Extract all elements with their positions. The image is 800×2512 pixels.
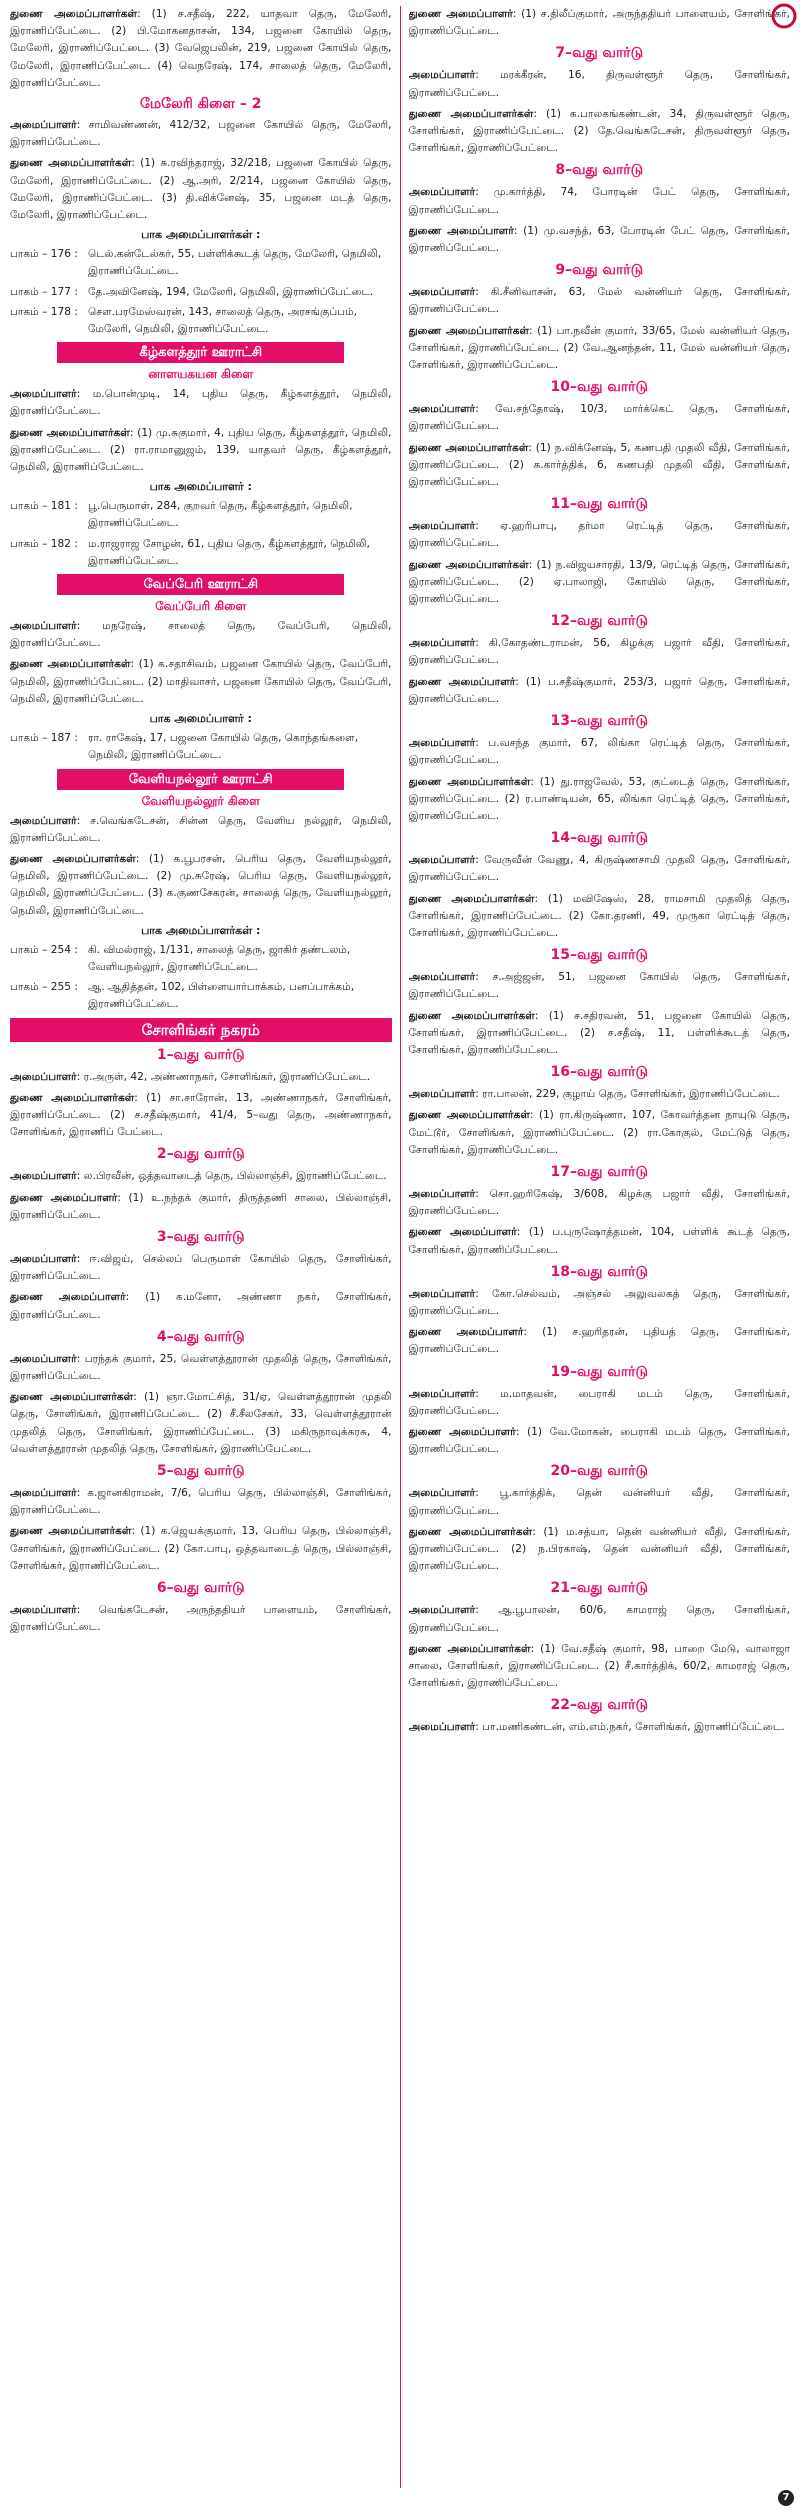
ward-title: 19–வது வார்டு: [550, 1363, 648, 1380]
meleri2-deputies: துணை அமைப்பாளர்கள்: (1) சு.ரவிந்தராஜ், 32/218, பஜனை கோயில் தெரு, மேலேரி, இராணிப்பேட்டை. (2) ஆ.அரி, 2/214, பஜனை கோயில் தெரு, மேலேரி, இராணிப்பேட்டை. (3) தி.விக்னேஷ், 35, பஜனை மடத் தெரு, மேலேரி, இராணிப்பேட்டை.: [10, 157, 392, 222]
nagaram-banner: சோளிங்கர் நகரம்: [10, 1018, 392, 1042]
ward-title: 17–வது வார்டு: [550, 1163, 648, 1180]
ward-organiser: அமைப்பாளர்: கி.சீனிவாசன், 63, மேல் வன்னியர் தெரு, சோளிங்கர், இராணிப்பேட்டை.: [408, 286, 790, 316]
ward-title: 12–வது வார்டு: [550, 613, 648, 630]
ward-organiser: அமைப்பாளர்: ப.வசந்த குமார், 67, லிங்கா ரெட்டித் தெரு, சோளிங்கர், இராணிப்பேட்டை.: [408, 737, 790, 767]
ward-deputies: துணை அமைப்பாளர்: (1) உ.நந்தக் குமார், திருத்தணி சாலை, பில்லாஞ்சி, இராணிப்பேட்டை.: [10, 1191, 392, 1221]
meleri2-organiser: அமைப்பாளர்: சாமிவண்ணன், 412/32, பஜனை கோயில் தெரு, மேலேரி, இராணிப்பேட்டை.: [10, 119, 392, 149]
booth-row: பாகம் – 254 : கி. விமல்ராஜ், 1/131, சாலைத் தெரு, ஜாகிர் தண்டலம், வேளியநல்லூர், இராணிப்பேட்டை.: [10, 943, 351, 973]
corner-logo-icon: [770, 2, 798, 30]
ward-title: 14–வது வார்டு: [550, 830, 648, 847]
meleri2-title: மேலேரி கிளை – 2: [139, 96, 262, 113]
ward-organiser: அமைப்பாளர்: ஆ.பூபாலன், 60/6, காமராஜ் தெரு, சோளிங்கர், இராணிப்பேட்டை.: [408, 1604, 790, 1634]
ward-deputies: துணை அமைப்பாளர்கள்: (1) மவிஷேஸ், 28, ராமசாமி முதலித் தெரு, சோளிங்கர், இராணிப்பேட்டை. (2) கோ.தரணி, 49, முருகா ரெட்டித் தெரு, சோளிங்கர், இராணிப்பேட்டை.: [408, 892, 790, 939]
ward-title: 22–வது வார்டு: [550, 1697, 648, 1714]
ward-deputies: துணை அமைப்பாளர்: (1) மு.வசந்த், 63, போரடின் பேட் தெரு, சோளிங்கர், இராணிப்பேட்டை.: [408, 224, 790, 255]
ward-deputies: துணை அமைப்பாளர்கள்: (1) வே.சதீஷ் குமார், 98, பாறை மேடு, வாலாஜா சாலை, சோளிங்கர், இராணிப்பேட்டை. (2) சீ.கார்த்திக், 60/2, காமராஜ் தெரு, சோளிங்கர், இராணிப்பேட்டை.: [408, 1642, 790, 1690]
ward-deputies: துணை அமைப்பாளர்கள்: (1) ந.விஜயசாரதி, 13/9, ரெட்டித் தெரு, சோளிங்கர், இராணிப்பேட்டை. (2) ஏ.பாலாஜி, கோயில் தெரு, சோளிங்கர், இராணிப்பேட்டை.: [408, 558, 790, 606]
ward-organiser: அமைப்பாளர்: மு.கார்த்தி, 74, போரடின் பேட் தெரு, சோளிங்கர், இராணிப்பேட்டை.: [408, 186, 790, 216]
veli-organiser: அமைப்பாளர்: ச.வெங்கடேசன், சின்ன தெரு, வேளிய நல்லூர், நெமிலி, இராணிப்பேட்டை.: [10, 814, 392, 844]
ward-title: 5–வது வார்டு: [156, 1462, 245, 1479]
ward-title: 16–வது வார்டு: [550, 1064, 648, 1081]
ward-title: 1–வது வார்டு: [156, 1046, 245, 1063]
ward-organiser: அமைப்பாளர்: ம.மாதவன், பைராகி மடம் தெரு, சோளிங்கர், இராணிப்பேட்டை.: [408, 1387, 790, 1417]
ward-deputies: துணை அமைப்பாளர்கள்: (1) ந.விக்னேஷ், 5, கணபதி முதலி வீதி, சோளிங்கர், இராணிப்பேட்டை. (2) க.கார்த்திக், 6, கணபதி முதலி வீதி, சோளிங்கர், இராணிப்பேட்டை.: [408, 441, 790, 489]
ward-deputies: துணை அமைப்பாளர்: (1) வே.மோகன், பைராகி மடம் தெரு, சோளிங்கர், இராணிப்பேட்டை.: [408, 1425, 790, 1456]
ward-title: 11–வது வார்டு: [550, 496, 648, 513]
keezh-banner: கீழ்களத்தூர் ஊராட்சி: [57, 342, 344, 363]
ward-deputies: துணை அமைப்பாளர்கள்: (1) ரா.கிருஷ்ணா, 107, கோவர்த்தன நாயுடு தெரு, மேட்டூர், சோளிங்கர், இராணிப்பேட்டை. (2) ரா.கோகுல், மேட்டுத் தெரு, சோளிங்கர், இராணிப்பேட்டை.: [408, 1109, 790, 1156]
ward-deputies: துணை அமைப்பாளர்கள்: (1) ம.சத்யா, தென் வன்னியர் வீதி, சோளிங்கர், இராணிப்பேட்டை. (2) ந.பிரகாஷ், தென் வன்னியர் வீதி, சோளிங்கர், இராணிப்பேட்டை.: [408, 1525, 790, 1573]
veppery-banner: வேப்பேரி ஊராட்சி: [57, 574, 344, 595]
ward-organiser: அமைப்பாளர்: வே.சந்தோஷ், 10/3, மார்க்கெட் தெரு, சோளிங்கர், இராணிப்பேட்டை.: [408, 403, 790, 433]
ward-deputies: துணை அமைப்பாளர்: (1) ப.சதீஷ்குமார், 253/3, பஜார் தெரு, சோளிங்கர், இராணிப்பேட்டை.: [408, 675, 790, 705]
ward-title: 9–வது வார்டு: [555, 262, 644, 279]
ward-deputies: துணை அமைப்பாளர்கள்: (1) ஞா.மோட்சித், 31/ஏ, வெள்ளத்தூரான் முதலி தெரு, சோளிங்கர், இராணிப்பேட்டை. (2) சீ.சீலசேகர், 33, வெள்ளத்தூரான் முதலித் தெரு, சோளிங்கர், இராணிப்பேட்டை. (3) மகிருநாவுக்கரசு, 4, வெள்ளத்தூரான் முதலித் தெரு, சோளிங்கர், இராணிப்பேட்டை.: [10, 1391, 392, 1455]
ward-deputies: துணை அமைப்பாளர்கள்: (1) க.பாலகங்கண்டன், 34, திருவள்ளூர் தெரு, சோளிங்கர், இராணிப்பேட்டை. (2) தே.வெங்கடேசன், திருவள்ளூர் தெரு, சோளிங்கர், இராணிப்பேட்டை.: [408, 107, 790, 155]
ward-organiser: அமைப்பாளர்: பரந்தக் குமார், 25, வெள்ளத்தூரான் முதலித் தெரு, சோளிங்கர், இராணிப்பேட்டை.: [10, 1352, 392, 1382]
booth-row: பாகம் – 176 : டெல்.கன்டேல்கர், 55, பள்ளிக்கூடத் தெரு, மேலேரி, நெமிலி, இராணிப்பேட்டை.: [10, 248, 382, 278]
ward-title: 8–வது வார்டு: [555, 162, 644, 179]
booth-row: பாகம் – 182 : ம.ராஜராஜ சோழன், 61, புதிய தெரு, கீழ்களத்தூர், நெமிலி, இராணிப்பேட்டை.: [10, 537, 370, 567]
left-wards-list: [10, 1047, 392, 1637]
ward-organiser: அமைப்பாளர்: கோ.செல்வம், அஞ்சல் அலுவலகத் தெரு, சோளிங்கர், இராணிப்பேட்டை.: [408, 1287, 790, 1317]
ward-title: 15–வது வார்டு: [550, 947, 648, 964]
ward-title: 10–வது வார்டு: [550, 379, 648, 396]
veli-deputies: துணை அமைப்பாளர்கள்: (1) க.பூபரசன், பெரிய தெரு, வேளியநல்லூர், நெமிலி, இராணிப்பேட்டை. (2) மு.சுரேஷ், பெரிய தெரு, வேளியநல்லூர், நெமிலி, இராணிப்பேட்டை. (3) க.குணசேகரன், சாலைத் தெரு, வேளியநல்லூர், நெமிலி, இராணிப்பேட்டை.: [10, 852, 392, 917]
left-column: [10, 6, 401, 2488]
ward-organiser: அமைப்பாளர்: வேருவீன் வேணு, 4, கிருஷ்ணசாமி முதலி தெரு, சோளிங்கர், இராணிப்பேட்டை.: [408, 854, 790, 884]
ward-organiser: அமைப்பாளர்: ஈ.விஜய், செல்லப் பெருமாள் கோயில் தெரு, சோளிங்கர், இராணிப்பேட்டை.: [10, 1252, 392, 1283]
ward-title: 20–வது வார்டு: [550, 1463, 648, 1480]
ward-organiser: அமைப்பாளர்: பூ.கார்த்திக், தென் வன்னியர் வீதி, சோளிங்கர், இராணிப்பேட்டை.: [408, 1487, 790, 1517]
intro-deputy: துணை அமைப்பாளர்: (1) ச.திலீப்குமார், அருந்ததியர் பாளையம், சோளிங்கர், இராணிப்பேட்டை.: [408, 8, 790, 38]
ward-deputies: துணை அமைப்பாளர்: (1) ச.ஹரிதரன், புதியத் தெரு, சோளிங்கர், இராணிப்பேட்டை.: [408, 1326, 790, 1356]
veli-banner: வேளியநல்லூர் ஊராட்சி: [57, 769, 344, 790]
booth-row: பாகம் – 187 : ரா. ராகேஷ், 17, பஜனை கோயில் தெரு, கொந்தங்களை, நெமிலி, இராணிப்பேட்டை.: [10, 732, 359, 762]
intro-deputies: துணை அமைப்பாளர்கள்: (1) ச.சதீஷ், 222, யாதவா தெரு, மேலேரி, இராணிப்பேட்டை. (2) பி.மோகனதாசன், 134, பஜனை கோயில் தெரு, மேலேரி, இராணிப்பேட்டை. (3) வேஜெபலின், 219, பஜனை கோயில் தெரு, மேலேரி, இராணிப்பேட்டை. (4) வெநரேஷ், 174, சாலைத் தெரு, மேலேரி, இராணிப்பேட்டை.: [10, 8, 392, 89]
keezh-branch: னாளயகயன கிளை: [148, 367, 254, 382]
ward-organiser: அமைப்பாளர்: பா.மணிகண்டன், எம்.எம்.நகர், சோளிங்கர், இராணிப்பேட்டை.: [408, 1721, 785, 1734]
ward-organiser: அமைப்பாளர்: சொ.ஹரிகேஷ், 3/608, கிழக்கு பஜார் வீதி, சோளிங்கர், இராணிப்பேட்டை.: [408, 1187, 790, 1218]
ward-organiser: அமைப்பாளர்: க.ஜானகிராமன், 7/6, பெரிய தெரு, பில்லாஞ்சி, சோளிங்கர், இராணிப்பேட்டை.: [10, 1486, 392, 1517]
ward-deputies: துணை அமைப்பாளர்கள்: (1) பா.நவீன் குமார், 33/65, மேல் வன்னியர் தெரு, சோளிங்கர், இராணிப்பேட்டை. (2) வே.ஆனந்தன், 11, மேல் வன்னியர் தெரு, சோளிங்கர், இராணிப்பேட்டை.: [408, 324, 790, 372]
ward-title: 6–வது வார்டு: [156, 1580, 245, 1596]
ward-organiser: அமைப்பாளர்: ச.அஜ்ஜன், 51, பஜனை கோயில் தெரு, சோளிங்கர், இராணிப்பேட்டை.: [408, 971, 790, 1001]
booth-row: பாகம் – 255 : ஆ. ஆதித்தன், 102, பிள்ளையார்பாக்கம், பனப்பாக்கம், இராணிப்பேட்டை.: [10, 981, 355, 1011]
keezh-booth-label: பாக அமைப்பாளர் :: [149, 480, 252, 494]
ward-deputies: துணை அமைப்பாளர்கள்: (1) து.ராஜவேல், 53, குட்டைத் தெரு, சோளிங்கர், இராணிப்பேட்டை. (2) ர.பாண்டியன், 65, லிங்கா ரெட்டித் தெரு, சோளிங்கர், இராணிப்பேட்டை.: [408, 775, 790, 822]
ward-organiser: அமைப்பாளர்: வெங்கடேசன், அருந்ததியர் பாளையம், சோளிங்கர், இராணிப்பேட்டை.: [10, 1604, 392, 1634]
meleri2-booth-label: பாக அமைப்பாளர்கள் :: [141, 228, 261, 242]
veppery-deputies: துணை அமைப்பாளர்கள்: (1) க.சதாசிவம், பஜனை கோயில் தெரு, வேப்பேரி, நெமிலி, இராணிப்பேட்டை. (2) மாதிவாசர், பஜனை கோயில் தெரு, வேப்பேரி, நெமிலி, இராணிப்பேட்டை.: [10, 658, 392, 705]
veli-booth-label: பாக அமைப்பாளர்கள் :: [141, 923, 261, 937]
ward-organiser: அமைப்பாளர்: மரக்கீரன், 16, திருவள்ளூர் தெரு, சோளிங்கர், இராணிப்பேட்டை.: [408, 69, 790, 99]
ward-organiser: அமைப்பாளர்: ரா.பாலன், 229, குழாய் தெரு, சோளிங்கர், இராணிப்பேட்டை.: [408, 1088, 780, 1101]
keezh-deputies: துணை அமைப்பாளர்கள்: (1) மு.சுகுமார், 4, புதிய தெரு, கீழ்களத்தூர், நெமிலி, இராணிப்பேட்டை. (2) ரா.ராமானுஜம், 139, யாதவர் தெரு, கீழ்களத்தூர், நெமிலி, இராணிப்பேட்டை.: [10, 426, 392, 474]
ward-title: 13–வது வார்டு: [550, 713, 648, 730]
ward-deputies: துணை அமைப்பாளர்கள்: (1) க.ஜெயக்குமார், 13, பெரிய தெரு, பில்லாஞ்சி, சோளிங்கர், இராணிப்பேட்டை. (2) கோ.பாபு, ஒத்தவாடைத் தெரு, பில்லாஞ்சி, சோளிங்கர், இராணிப்பேட்டை.: [10, 1525, 392, 1572]
veppery-organiser: அமைப்பாளர்: மநரேஷ், சாலைத் தெரு, வேப்பேரி, நெமிலி, இராணிப்பேட்டை.: [10, 620, 392, 650]
ward-deputies: துணை அமைப்பாளர்: (1) ப.புருஷோத்தமன், 104, பள்ளிக் கூடத் தெரு, சோளிங்கர், இராணிப்பேட்டை.: [408, 1226, 790, 1256]
ward-title: 7–வது வார்டு: [555, 45, 644, 62]
ward-title: 18–வது வார்டு: [550, 1263, 648, 1280]
page-number: 7: [778, 2490, 794, 2506]
keezh-organiser: அமைப்பாளர்: ம.பொன்முடி, 14, புதிய தெரு, கீழ்களத்தூர், நெமிலி, இராணிப்பேட்டை.: [10, 388, 392, 418]
right-column: [409, 6, 791, 2488]
ward-title: 2–வது வார்டு: [156, 1146, 245, 1163]
ward-title: 4–வது வார்டு: [156, 1328, 245, 1345]
veli-branch: வேளியநல்லூர் கிளை: [141, 793, 260, 808]
ward-title: 21–வது வார்டு: [550, 1580, 648, 1597]
ward-organiser: அமைப்பாளர்: ஏ.ஹரிபாபு, தர்மா ரெட்டித் தெரு, சோளிங்கர், இராணிப்பேட்டை.: [408, 520, 790, 550]
ward-organiser: அமைப்பாளர்: கி.கோதண்டராமன், 56, கிழக்கு பஜார் வீதி, சோளிங்கர், இராணிப்பேட்டை.: [408, 637, 790, 667]
ward-title: 3–வது வார்டு: [156, 1228, 245, 1245]
veppery-branch: வேப்பேரி கிளை: [155, 599, 247, 614]
booth-row: பாகம் – 181 : பூ.பெருமாள், 284, குறவர் தெரு, கீழ்களத்தூர், நெமிலி, இராணிப்பேட்டை.: [10, 500, 353, 530]
booth-row: பாகம் – 177 : தே.அவினேஷ், 194, மேலேரி, நெமிலி, இராணிப்பேட்டை.: [10, 285, 374, 298]
ward-deputies: துணை அமைப்பாளர்கள்: (1) ச.சதிரவன், 51, பஜனை கோயில் தெரு, சோளிங்கர், இராணிப்பேட்டை. (2) ச.சதீஷ், 11, பள்ளிக்கூடத் தெரு, சோளிங்கர், இராணிப்பேட்டை.: [408, 1009, 790, 1056]
ward-deputies: துணை அமைப்பாளர்கள்: (1) சா.சாரோன், 13, அண்ணாநகர், சோளிங்கர், இராணிப்பேட்டை. (2) ச.சதீஷ்குமார், 41/4, 5–வது தெரு, அண்ணாநகர், சோளிங்கர், இராணிப் பேட்டை.: [10, 1091, 392, 1139]
right-wards-list: [409, 45, 791, 1736]
ward-organiser: அமைப்பாளர்: ல.பிரவீன், ஒத்தவாடைத் தெரு, பில்லாஞ்சி, இராணிப்பேட்டை.: [10, 1170, 387, 1183]
ward-organiser: அமைப்பாளர்: ர.அருள், 42, அண்ணாநகர், சோளிங்கர், இராணிப்பேட்டை.: [10, 1070, 371, 1083]
ward-deputies: துணை அமைப்பாளர்: (1) க.மனோ, அண்ணா நகர், சோளிங்கர், இராணிப்பேட்டை.: [10, 1291, 392, 1321]
booth-row: பாகம் – 178 : செள.பரமேஸ்வரன், 143, சாலைத் தெரு, அரசங்குப்பம், மேலேரி, நெமிலி, இராணிப்பேட்டை.: [10, 305, 357, 336]
veppery-booth-label: பாக அமைப்பாளர் :: [149, 712, 252, 726]
